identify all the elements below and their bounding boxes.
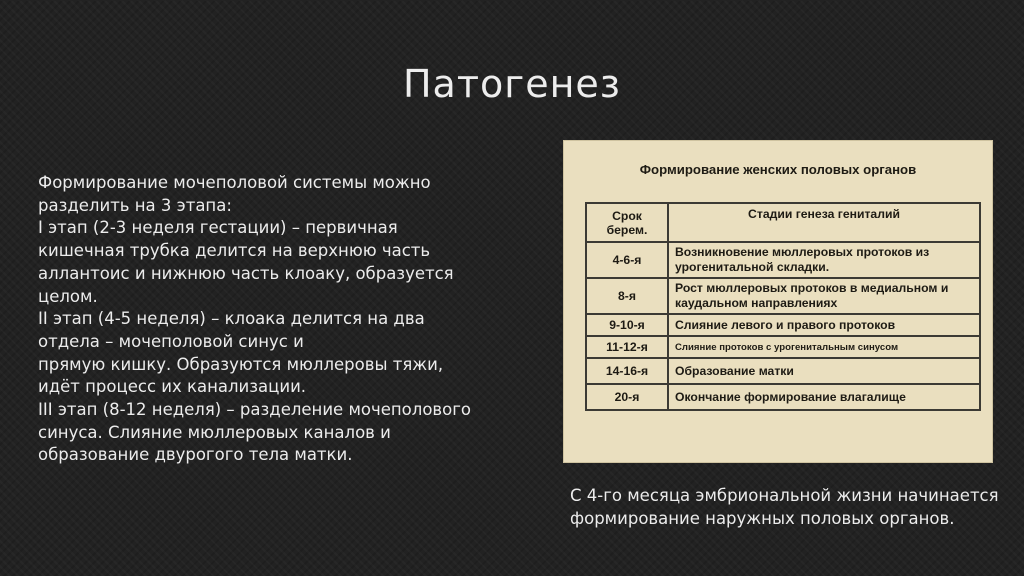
header-term [586,203,668,242]
text-line: образование двурогого тела матки. [38,445,353,465]
table-row [586,384,980,410]
stage-cell: Слияние протоков с урогенитальным синусом [668,336,980,358]
term-cell: 8-я [586,278,668,314]
table-header-row [586,203,980,242]
table-row [586,278,980,314]
stages-table-image [563,140,993,463]
header-term-line1: Срок [612,208,642,223]
term-cell: 14-16-я [586,358,668,384]
caption-line: формирование наружных половых органов. [570,509,955,528]
term-cell: 4-6-я [586,242,668,278]
header-stage: Стадии генеза гениталий [668,203,980,242]
text-line: целом. [38,286,98,306]
text-line: Формирование мочеполовой системы можно [38,173,431,192]
text-line: I этап (2-3 неделя гестации) – первичная [38,218,398,238]
term-cell: 11-12-я [586,336,668,358]
table-row [586,242,980,278]
caption-line: С 4-го месяца эмбриональной жизни начинается [570,486,999,505]
table-row [586,358,980,384]
body-text [38,172,538,467]
text-line: прямую кишку. Образуются мюллеровы тяжи, [38,354,444,374]
stage-cell: Окончание формирование влагалище [668,384,980,410]
text-line: синуса. Слияние мюллеровых каналов и [38,422,391,442]
term-cell: 20-я [586,384,668,410]
text-line: III этап (8-12 неделя) – разделение мочеполового [38,400,472,420]
text-line: кишечная трубка делится на верхнюю часть [38,241,431,261]
caption [570,484,1024,530]
table-row [586,336,980,358]
stages-table [585,202,981,411]
text-line: идёт процесс их канализации. [38,377,307,397]
figure-title: Формирование женских половых органов [639,162,917,177]
slide-title: Патогенез [402,62,622,106]
text-line: разделить на 3 этапа: [38,195,232,215]
text-line: аллантоис и нижнюю часть клоаку, образуется [38,263,454,283]
text-line: II этап (4-5 неделя) – клоака делится на два [38,309,425,329]
term-cell: 9-10-я [586,314,668,336]
stage-cell: Слияние левого и правого протоков [668,314,980,336]
table-row [586,314,980,336]
stage-cell: Образование матки [668,358,980,384]
stage-cell: Возникновение мюллеровых протоков из урогенитальной складки. [668,242,980,278]
header-term-line2: берем. [606,222,648,237]
stage-cell: Рост мюллеровых протоков в медиальном и каудальном направлениях [668,278,980,314]
text-line: отдела – мочеполовой синус и [38,331,304,351]
